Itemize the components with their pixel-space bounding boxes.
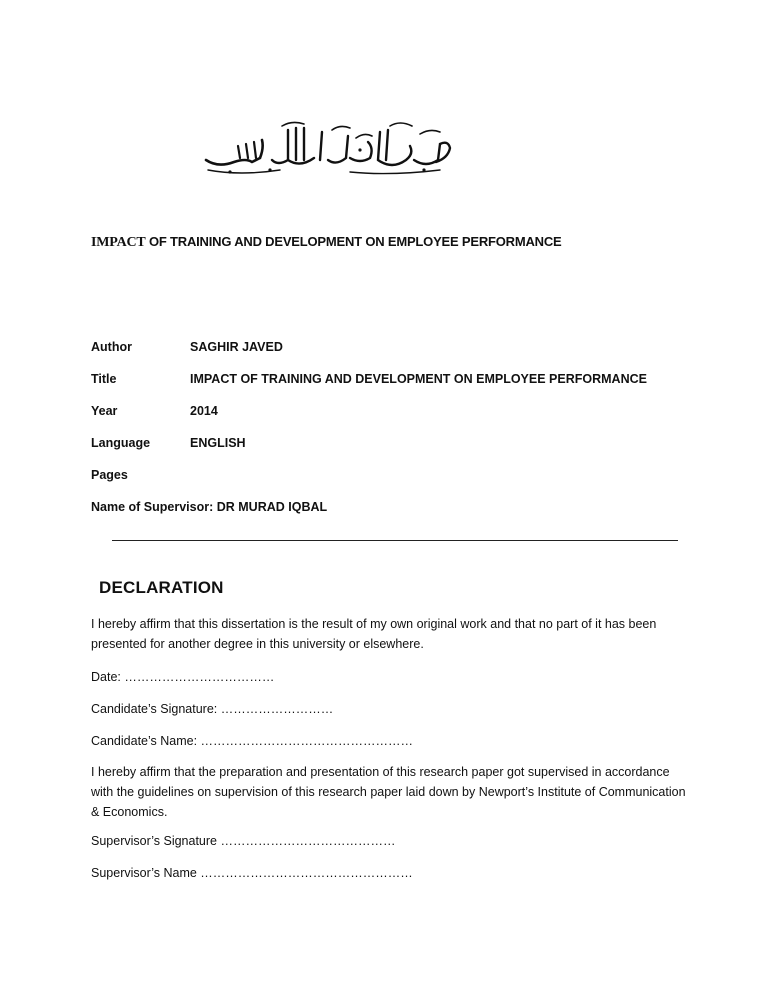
declaration-paragraph-1: I hereby affirm that this dissertation is the result of my own original work and that no part of it has been presented for another degree in this university or elsewhere. xyxy=(91,617,657,651)
meta-value-title: IMPACT OF TRAINING AND DEVELOPMENT ON EMPLOYEE PERFORMANCE xyxy=(190,372,647,386)
supervisor-line: Name of Supervisor: DR MURAD IQBAL xyxy=(91,500,328,514)
meta-label-author: Author xyxy=(91,340,132,354)
title-rest: OF TRAINING AND DEVELOPMENT ON EMPLOYEE PERFORMANCE xyxy=(148,234,562,249)
bismillah-calligraphy xyxy=(200,118,456,176)
candidate-name-line: Candidate’s Name: …………………………………………… xyxy=(91,734,414,748)
declaration-heading: DECLARATION xyxy=(99,578,224,597)
date-line: Date: ……………………………… xyxy=(91,670,275,684)
meta-value-language: ENGLISH xyxy=(190,436,246,450)
document-title xyxy=(91,234,562,251)
candidate-signature-line: Candidate’s Signature: ……………………… xyxy=(91,702,334,716)
supervisor-name-line: Supervisor’s Name …………………………………………… xyxy=(91,866,413,880)
meta-label-title: Title xyxy=(91,372,117,386)
meta-label-pages: Pages xyxy=(91,468,128,482)
supervisor-signature-line: Supervisor’s Signature …………………………………… xyxy=(91,834,396,848)
separator-line xyxy=(112,540,678,541)
meta-value-year: 2014 xyxy=(190,404,218,418)
meta-value-author: SAGHIR JAVED xyxy=(190,340,283,354)
title-first-word: IMPACT xyxy=(91,235,146,250)
declaration-paragraph-2: I hereby affirm that the preparation and presentation of this research paper got supervised in accordance with the guidelines on supervision of this research paper laid down by Newport’s Institute of Communication & Economics. xyxy=(91,765,686,819)
meta-label-language: Language xyxy=(91,436,151,450)
meta-label-year: Year xyxy=(91,404,118,418)
